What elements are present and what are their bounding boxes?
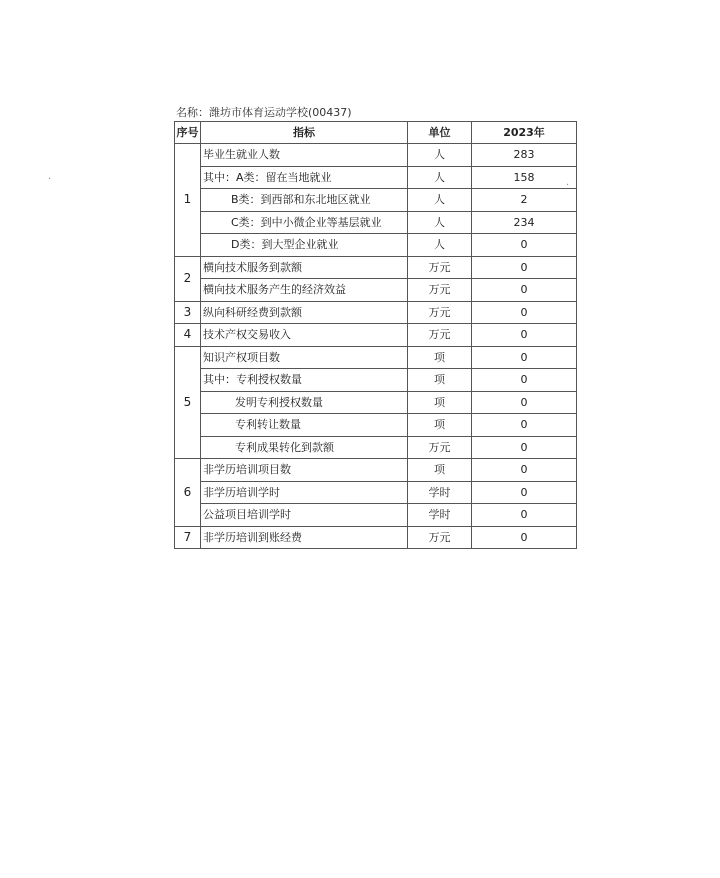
indicator-cell: 其中：专利授权数量 (201, 369, 408, 392)
document-caption: 名称：潍坊市体育运动学校(00437) (176, 106, 352, 119)
table-row (175, 279, 577, 302)
indicator-cell: B类：到西部和东北地区就业 (201, 189, 408, 212)
table-row (175, 144, 577, 167)
indicator-cell: 其中：A类：留在当地就业 (201, 166, 408, 189)
seq-cell: 7 (175, 526, 201, 549)
table-row (175, 504, 577, 527)
unit-cell: 人 (408, 144, 472, 167)
value-cell: 0 (472, 279, 577, 302)
table-row (175, 301, 577, 324)
indicator-cell: 知识产权项目数 (201, 346, 408, 369)
unit-cell: 万元 (408, 324, 472, 347)
indicator-cell: 专利转让数量 (201, 414, 408, 437)
seq-cell: 5 (175, 346, 201, 459)
unit-cell: 项 (408, 346, 472, 369)
indicator-cell: 非学历培训到账经费 (201, 526, 408, 549)
unit-cell: 人 (408, 189, 472, 212)
value-cell: 0 (472, 414, 577, 437)
indicator-cell: 非学历培训学时 (201, 481, 408, 504)
indicator-cell: 横向技术服务产生的经济效益 (201, 279, 408, 302)
unit-cell: 万元 (408, 526, 472, 549)
seq-cell: 3 (175, 301, 201, 324)
value-cell: 0 (472, 369, 577, 392)
indicator-cell: 专利成果转化到款额 (201, 436, 408, 459)
indicator-cell: 纵向科研经费到款额 (201, 301, 408, 324)
table-row (175, 414, 577, 437)
table-row (175, 346, 577, 369)
header-seq: 序号 (175, 122, 201, 144)
indicator-cell: 公益项目培训学时 (201, 504, 408, 527)
value-cell: 0 (472, 346, 577, 369)
indicator-cell: 发明专利授权数量 (201, 391, 408, 414)
table-row (175, 526, 577, 549)
table-row (175, 234, 577, 257)
unit-cell: 万元 (408, 279, 472, 302)
value-cell: 0 (472, 301, 577, 324)
header-indicator: 指标 (201, 122, 408, 144)
table-row (175, 189, 577, 212)
table-row (175, 459, 577, 482)
indicator-cell: 横向技术服务到款额 (201, 256, 408, 279)
value-cell: 234 (472, 211, 577, 234)
value-cell: 0 (472, 234, 577, 257)
unit-cell: 万元 (408, 436, 472, 459)
value-cell: 0 (472, 526, 577, 549)
unit-cell: 学时 (408, 504, 472, 527)
table-row (175, 166, 577, 189)
table-header-row (175, 122, 577, 144)
value-cell: 0 (472, 504, 577, 527)
indicator-cell: 非学历培训项目数 (201, 459, 408, 482)
value-cell: 0 (472, 324, 577, 347)
value-cell: 0 (472, 459, 577, 482)
header-year: 2023年 (472, 122, 577, 144)
unit-cell: 学时 (408, 481, 472, 504)
unit-cell: 项 (408, 369, 472, 392)
unit-cell: 人 (408, 234, 472, 257)
unit-cell: 万元 (408, 256, 472, 279)
table-row (175, 256, 577, 279)
table-row (175, 369, 577, 392)
unit-cell: 人 (408, 166, 472, 189)
unit-cell: 项 (408, 414, 472, 437)
seq-cell: 6 (175, 459, 201, 527)
table-row (175, 481, 577, 504)
indicator-cell: 毕业生就业人数 (201, 144, 408, 167)
seq-cell: 4 (175, 324, 201, 347)
seq-cell: 2 (175, 256, 201, 301)
scan-speck: · (48, 174, 52, 185)
unit-cell: 项 (408, 459, 472, 482)
seq-cell: 1 (175, 144, 201, 257)
value-cell: 158 (472, 166, 577, 189)
value-cell: 2 (472, 189, 577, 212)
unit-cell: 项 (408, 391, 472, 414)
indicator-cell: D类：到大型企业就业 (201, 234, 408, 257)
indicator-cell: C类：到中小微企业等基层就业 (201, 211, 408, 234)
value-cell: 0 (472, 391, 577, 414)
value-cell: 0 (472, 481, 577, 504)
unit-cell: 万元 (408, 301, 472, 324)
table-row (175, 391, 577, 414)
value-cell: 283 (472, 144, 577, 167)
header-unit: 单位 (408, 122, 472, 144)
indicator-cell: 技术产权交易收入 (201, 324, 408, 347)
report-table (174, 121, 577, 549)
scan-speck: · (566, 180, 570, 191)
table-row (175, 211, 577, 234)
table-row (175, 324, 577, 347)
table-row (175, 436, 577, 459)
value-cell: 0 (472, 436, 577, 459)
unit-cell: 人 (408, 211, 472, 234)
value-cell: 0 (472, 256, 577, 279)
